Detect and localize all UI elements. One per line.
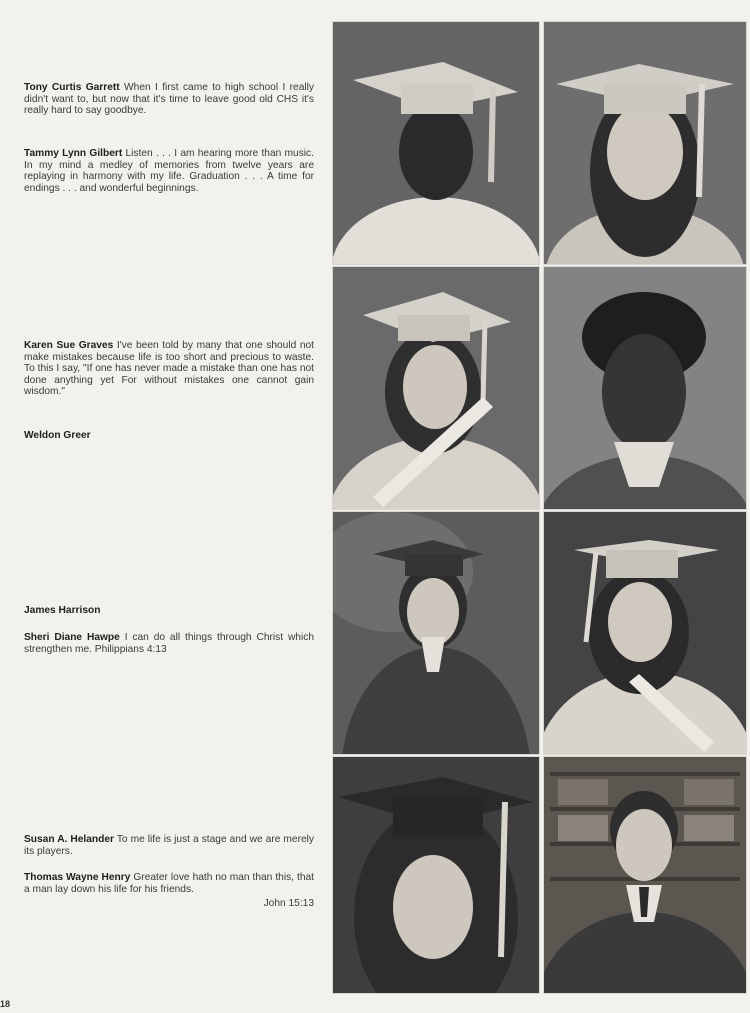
senior-quote: When I first came to high school I really didn't want to, but now that it's time to leave good old CHS it's really hard to say goodbye. [24, 82, 314, 117]
senior-entry-henry [24, 872, 314, 910]
senior-name: Weldon Greer [24, 430, 91, 441]
senior-quote: Listen . . . I am hearing more than music. In my mind a medley of memories from twelve years are replaying in harmony with my life. Graduation . . . A time for endings . . . and wonderful beginnings. [24, 148, 314, 194]
senior-entry-harrison [24, 605, 314, 617]
page-number: 18 [0, 999, 11, 1009]
portrait-hawpe [543, 511, 747, 755]
portrait-graves [332, 266, 540, 510]
senior-name: Tony Curtis Garrett [24, 82, 120, 93]
senior-entry-hawpe [24, 632, 314, 655]
senior-entry-graves [24, 340, 314, 398]
senior-quote: I can do all things through Christ which strengthen me. Philippians 4:13 [24, 632, 314, 655]
portrait-greer [543, 266, 747, 510]
senior-entry-garrett [24, 82, 314, 117]
portrait-gilbert [543, 21, 747, 265]
senior-quote: Greater love hath no man than this, that a man lay down his life for his friends. [24, 872, 314, 895]
senior-name: Karen Sue Graves [24, 340, 114, 351]
senior-entry-greer [24, 430, 314, 442]
senior-name: Thomas Wayne Henry [24, 872, 131, 883]
portrait-harrison [332, 511, 540, 755]
portrait-garrett [332, 21, 540, 265]
senior-name: Sheri Diane Hawpe [24, 632, 120, 643]
portrait-henry [543, 756, 747, 994]
senior-name: James Harrison [24, 605, 101, 616]
bible-citation: John 15:13 [263, 898, 314, 910]
senior-entry-gilbert [24, 148, 314, 194]
portrait-helander [332, 756, 540, 994]
senior-name: Susan A. Helander [24, 834, 114, 845]
senior-quote: I've been told by many that one should not make mistakes because life is too short and precious to waste. To this I say, "If one has never made a mistake than one has not done anything yet For without mistakes one cannot gain wisdom." [24, 340, 314, 398]
senior-quote: To me life is just a stage and we are merely its players. [24, 834, 314, 857]
senior-entry-helander [24, 834, 314, 857]
senior-name: Tammy Lynn Gilbert [24, 148, 123, 159]
